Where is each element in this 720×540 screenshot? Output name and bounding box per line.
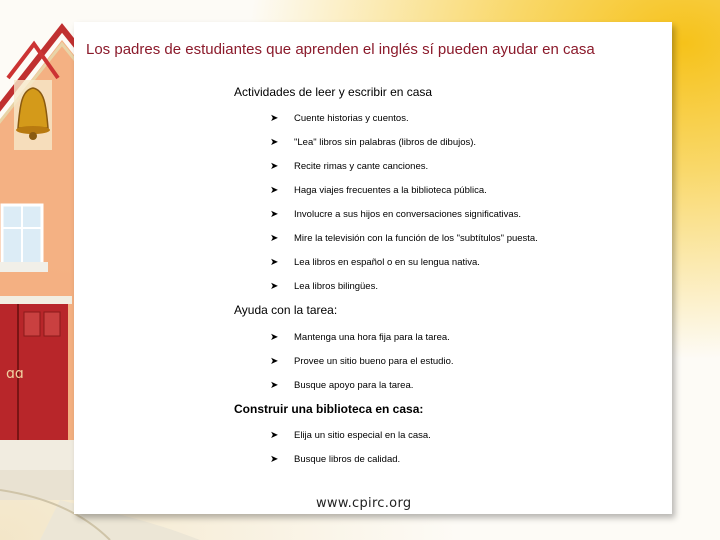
arrow-bullet-icon: ➤ xyxy=(270,184,279,196)
arrow-bullet-icon: ➤ xyxy=(270,429,279,441)
list-item: ➤ Lea libros en español o en su lengua nativa. xyxy=(270,256,480,268)
section-heading-reading: Actividades de leer y escribir en casa xyxy=(234,85,433,99)
arrow-bullet-icon: ➤ xyxy=(270,331,279,343)
list-item: ➤ Mire la televisión con la función de los "subtítulos" puesta. xyxy=(270,232,538,244)
arrow-bullet-icon: ➤ xyxy=(270,453,279,465)
list-item: ➤ Mantenga una hora fija para la tarea. xyxy=(270,331,450,343)
list-item: ➤ Busque apoyo para la tarea. xyxy=(270,379,414,391)
arrow-bullet-icon: ➤ xyxy=(270,232,279,244)
arrow-bullet-icon: ➤ xyxy=(270,160,279,172)
list-item: ➤ Haga viajes frecuentes a la biblioteca pública. xyxy=(270,184,487,196)
section-heading-library: Construir una biblioteca en casa: xyxy=(234,402,424,416)
arrow-bullet-icon: ➤ xyxy=(270,256,279,268)
section-heading-homework: Ayuda con la tarea: xyxy=(234,303,338,317)
arrow-bullet-icon: ➤ xyxy=(270,112,279,124)
list-item: ➤ "Lea" libros sin palabras (libros de dibujos). xyxy=(270,136,477,148)
list-item: ➤ Elija un sitio especial en la casa. xyxy=(270,429,431,441)
arrow-bullet-icon: ➤ xyxy=(270,379,279,391)
window-icon xyxy=(0,205,48,272)
list-item: ➤ Recite rimas y cante canciones. xyxy=(270,160,429,172)
footer-url[interactable]: www.cpirc.org xyxy=(316,496,412,511)
list-item: ➤ Provee un sitio bueno para el estudio. xyxy=(270,355,454,367)
arrow-bullet-icon: ➤ xyxy=(270,280,279,292)
svg-text:ɑɑ: ɑɑ xyxy=(6,366,24,382)
list-item: ➤ Involucre a sus hijos en conversaciones significativas. xyxy=(270,208,522,220)
list-item: ➤ Busque libros de calidad. xyxy=(270,453,401,465)
slide-title: Los padres de estudiantes que aprenden el inglés sí pueden ayudar en casa xyxy=(86,41,595,58)
arrow-bullet-icon: ➤ xyxy=(270,136,279,148)
list-item: ➤ Cuente historias y cuentos. xyxy=(270,112,409,124)
arrow-bullet-icon: ➤ xyxy=(270,355,279,367)
list-item: ➤ Lea libros bilingües. xyxy=(270,280,378,292)
arrow-bullet-icon: ➤ xyxy=(270,208,279,220)
door-icon xyxy=(0,296,72,440)
